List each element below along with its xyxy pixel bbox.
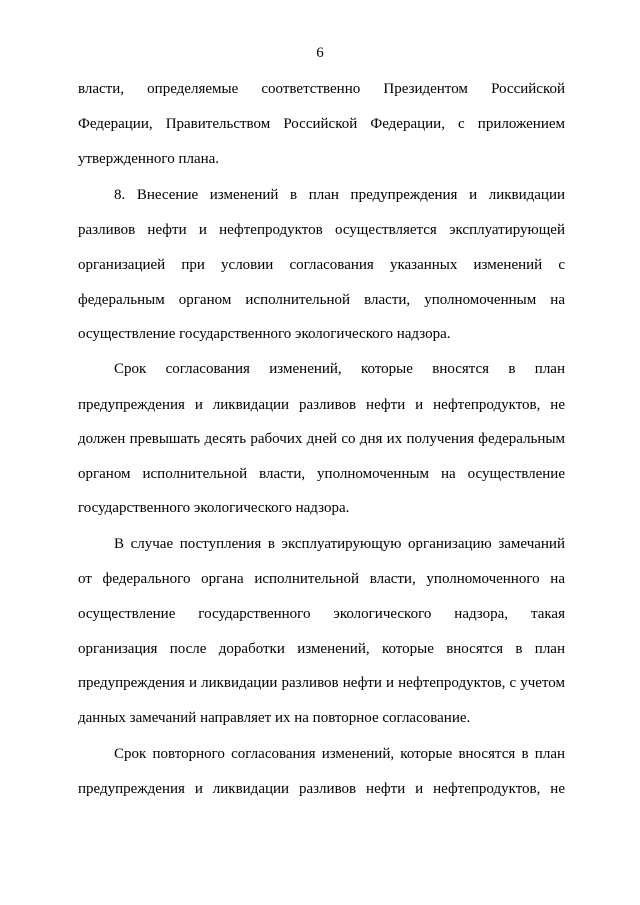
text-line: данных замечаний направляет их на повторное согласование. [78, 710, 471, 726]
text-line: государственного экологического надзора. [78, 500, 350, 516]
text-line: утвержденного плана. [78, 151, 220, 167]
page-number: 6 [316, 45, 324, 61]
text-line: Срок повторного согласования изменений, которые вносятся в план [114, 746, 565, 762]
text-line: должен превышать десять рабочих дней со дня их получения федеральным [78, 431, 565, 447]
text-line: организация после доработки изменений, которые вносятся в план [78, 641, 565, 657]
text-line: органом исполнительной власти, уполномоченным на осуществление [78, 466, 565, 482]
text-line: федеральным органом исполнительной власти, уполномоченным на [78, 292, 565, 308]
text-line: разливов нефти и нефтепродуктов осуществляется эксплуатирующей [78, 222, 565, 238]
text-line: Срок согласования изменений, которые вносятся в план [114, 361, 565, 377]
text-line: предупреждения и ликвидации разливов нефти и нефтепродуктов, с учетом [78, 675, 565, 691]
text-line: осуществление государственного экологического надзора, такая [78, 606, 565, 622]
text-line: от федерального органа исполнительной власти, уполномоченного на [78, 571, 565, 587]
text-line: 8. Внесение изменений в план предупреждения и ликвидации [114, 187, 565, 203]
text-line: организацией при условии согласования указанных изменений с [78, 257, 565, 273]
text-line: предупреждения и ликвидации разливов нефти и нефтепродуктов, не [78, 397, 565, 413]
text-line: осуществление государственного экологического надзора. [78, 326, 451, 342]
text-line: В случае поступления в эксплуатирующую организацию замечаний [114, 536, 565, 552]
text-line: власти, определяемые соответственно Президентом Российской [78, 81, 565, 97]
text-line: предупреждения и ликвидации разливов нефти и нефтепродуктов, не [78, 781, 565, 797]
text-line: Федерации, Правительством Российской Федерации, с приложением [78, 116, 565, 132]
